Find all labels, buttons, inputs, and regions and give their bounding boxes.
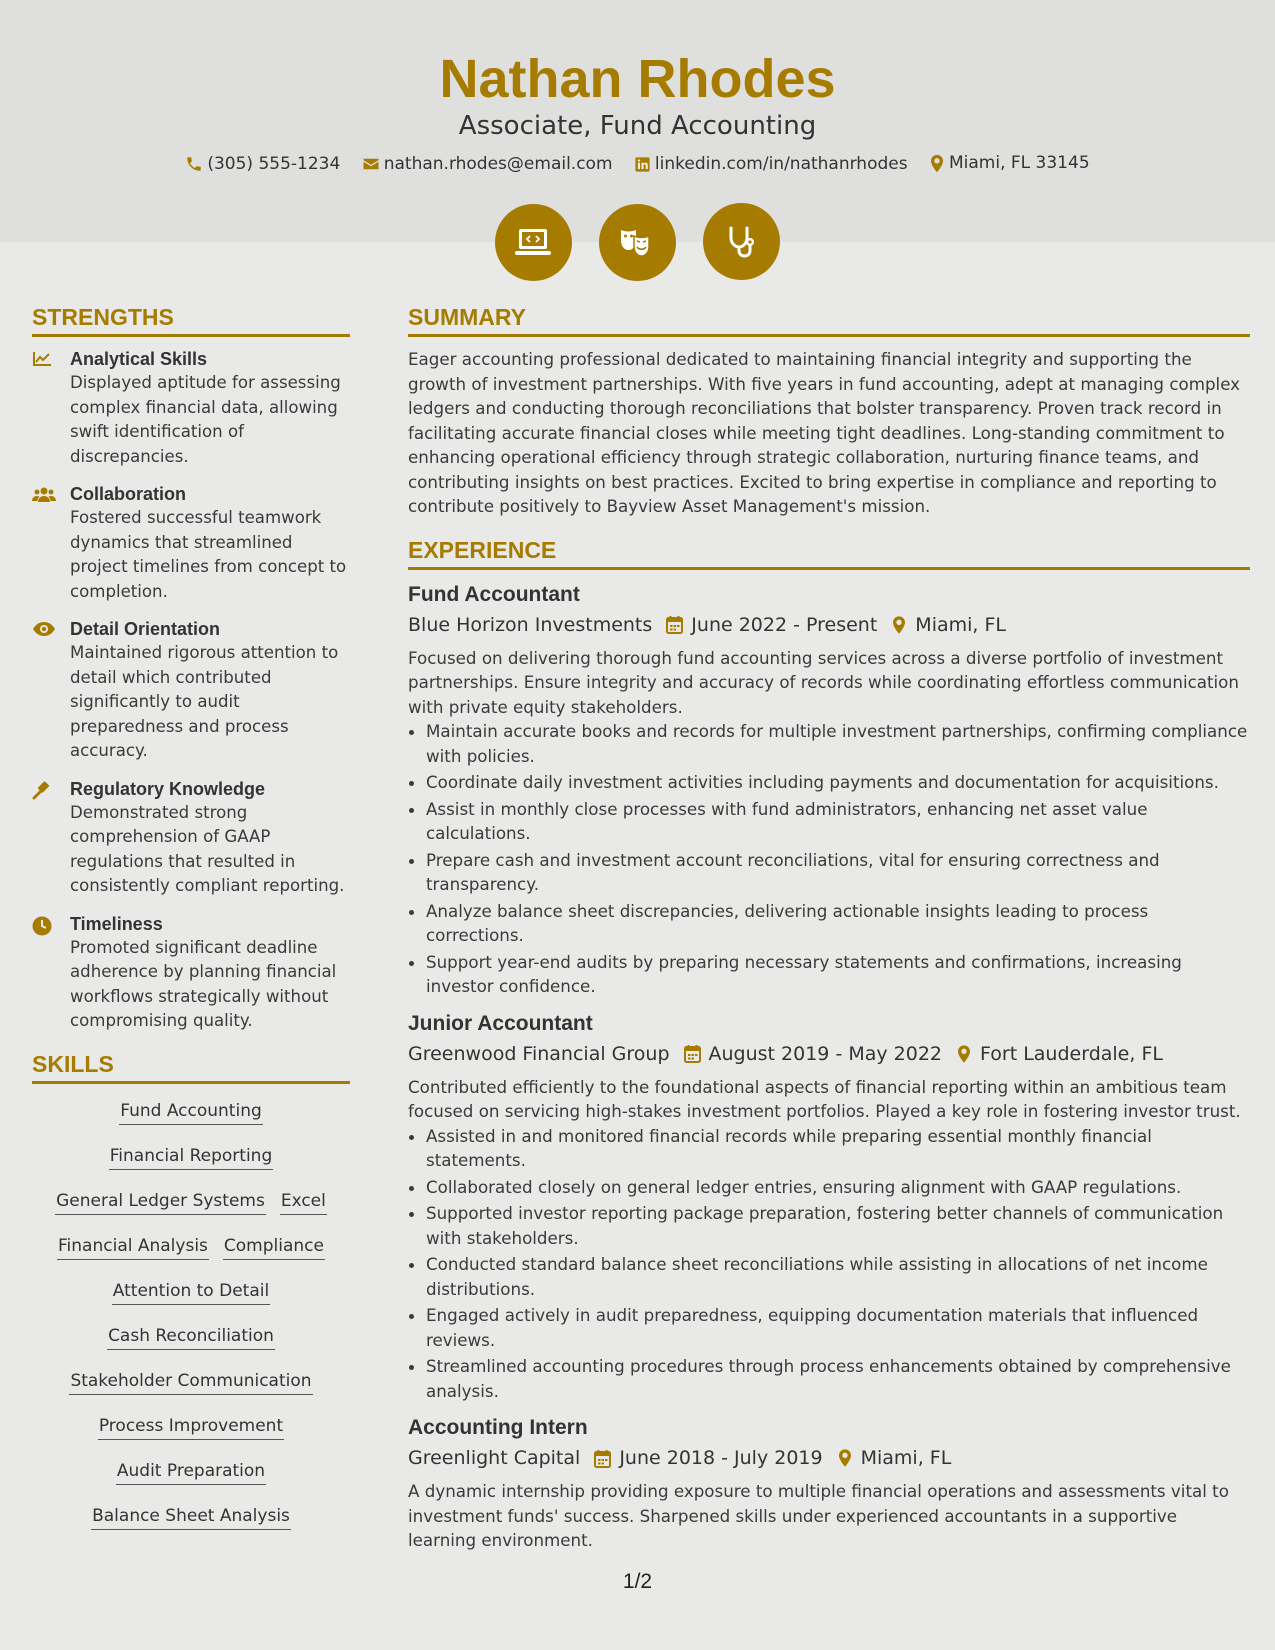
job-meta — [408, 1443, 1250, 1473]
calendar-icon — [594, 1449, 611, 1468]
users-icon — [32, 486, 56, 504]
strength-item — [32, 347, 350, 469]
strength-text: Demonstrated strong comprehension of GAAP regulations that resulted in consistently compliant reporting. — [70, 802, 345, 895]
job-bullet: • Supported investor reporting package preparation, fostering better channels of communication with stakeholders. — [426, 1201, 1250, 1250]
job-dates: August 2019 - May 2022 — [708, 1042, 943, 1065]
right-column — [408, 300, 1250, 1563]
strength-text: Maintained rigorous attention to detail which contributed significantly to audit preparedness and process accuracy. — [70, 643, 339, 760]
job-dates: June 2022 - Present — [691, 613, 878, 636]
strength-text: Promoted significant deadline adherence by planning financial workflows strategically without compromising quality. — [70, 937, 337, 1030]
job-meta — [408, 610, 1250, 640]
job-bullet: • Assisted in and monitored financial records while preparing essential monthly financial statements. — [426, 1124, 1250, 1173]
contact-email-text: nathan.rhodes@email.com — [383, 153, 613, 174]
strength-title: Timeliness — [70, 913, 163, 934]
job-bullet: • Conducted standard balance sheet reconciliations while assisting in allocations of net income distributions. — [426, 1252, 1250, 1301]
strength-item — [32, 912, 350, 1034]
job-entry — [408, 1413, 1250, 1553]
skill-tag: Excel — [280, 1188, 327, 1215]
contact-email[interactable] — [362, 152, 613, 176]
job-bullet: • Prepare cash and investment account reconciliations, vital for ensuring correctness and transparency. — [426, 848, 1250, 897]
strength-item — [32, 617, 350, 764]
summary-text: Eager accounting professional dedicated to maintaining financial integrity and supporting the growth of investment partnerships. With five years in fund accounting, adept at managing complex ledgers and conducting thorough reconciliations that bolster transparency. Proven track record in facilitating accurate financial closes while meeting tight deadlines. Long-standing commitment to enhancing operational efficiency through strategic collaboration, nurturing finance teams, and contributing insights on best practices. Excited to bring expertise in compliance and reporting to contribute positively to Bayview Asset Management's mission. — [408, 349, 1241, 516]
calendar-icon — [666, 615, 683, 634]
skill-tag: Audit Preparation — [116, 1458, 266, 1485]
left-column — [32, 300, 350, 1548]
job-bullet: • Collaborated closely on general ledger entries, ensuring alignment with GAAP regulations. — [426, 1175, 1250, 1200]
skill-tag: General Ledger Systems — [55, 1188, 266, 1215]
job-meta — [408, 1039, 1250, 1069]
calendar-icon — [684, 1044, 701, 1063]
phone-icon — [185, 155, 203, 173]
job-bullet: • Coordinate daily investment activities including payments and documentation for acquisitions. — [426, 770, 1250, 795]
contact-phone[interactable] — [185, 152, 340, 176]
contact-bar — [0, 151, 1275, 180]
job-title: Junior Accountant — [408, 1011, 593, 1035]
strength-item — [32, 777, 350, 899]
gavel-icon — [32, 781, 52, 801]
job-bullet: • Analyze balance sheet discrepancies, delivering actionable insights leading to process corrections. — [426, 899, 1250, 948]
job-bullets — [408, 1124, 1250, 1404]
skills-heading: SKILLS — [32, 1047, 350, 1084]
skill-tag: Cash Reconciliation — [107, 1323, 275, 1350]
strengths-heading: STRENGTHS — [32, 300, 350, 337]
job-bullet: • Assist in monthly close processes with fund administrators, enhancing net asset value calculations. — [426, 797, 1250, 846]
job-company: Greenlight Capital — [408, 1447, 581, 1469]
linkedin-icon — [634, 156, 651, 173]
location-icon — [891, 615, 907, 635]
job-bullets — [408, 719, 1250, 999]
skill-tag: Balance Sheet Analysis — [91, 1503, 291, 1530]
strength-title: Regulatory Knowledge — [70, 778, 266, 799]
contact-linkedin-text: linkedin.com/in/nathanrhodes — [654, 154, 908, 174]
eye-icon — [32, 621, 56, 637]
job-description: A dynamic internship providing exposure to multiple financial operations and assessments vital to investment funds' success. Sharpened skills under experienced accountants in a supportive learning environment. — [408, 1481, 1229, 1550]
strength-title: Analytical Skills — [70, 349, 208, 369]
contact-phone-text: (305) 555-1234 — [207, 153, 341, 174]
skill-tag: Process Improvement — [98, 1413, 284, 1440]
skills-list — [32, 1094, 350, 1548]
strength-title: Collaboration — [70, 484, 186, 504]
badge-row — [0, 203, 1275, 281]
email-icon — [362, 155, 380, 173]
job-bullet: • Support year-end audits by preparing necessary statements and confirmations, increasing investor confidence. — [426, 950, 1250, 999]
contact-location — [929, 151, 1090, 175]
strength-title: Detail Orientation — [70, 619, 221, 639]
skill-tag: Financial Reporting — [109, 1143, 274, 1170]
job-bullet: • Maintain accurate books and records for multiple investment partnerships, confirming compliance with policies. — [426, 719, 1250, 768]
summary-heading: SUMMARY — [408, 300, 1250, 337]
strength-text: Fostered successful teamwork dynamics that streamlined project timelines from concept to completion. — [70, 508, 347, 601]
job-company: Blue Horizon Investments — [408, 613, 653, 636]
skill-tag: Compliance — [223, 1233, 325, 1260]
job-bullet: • Engaged actively in audit preparedness, equipping documentation materials that influenced reviews. — [426, 1303, 1250, 1352]
location-icon — [956, 1044, 972, 1064]
contact-location-text: Miami, FL 33145 — [949, 153, 1090, 173]
candidate-title: Associate, Fund Accounting — [458, 111, 817, 141]
location-icon — [837, 1448, 853, 1468]
job-title: Fund Accountant — [408, 582, 580, 606]
contact-linkedin[interactable] — [634, 152, 908, 176]
stethoscope-icon — [724, 224, 760, 260]
location-icon — [929, 154, 945, 173]
job-location: Fort Lauderdale, FL — [980, 1042, 1163, 1065]
job-description: Focused on delivering thorough fund accounting services across a diverse portfolio of investment partnerships. Ensure integrity and accuracy of records while coordinating effortless communication with private equity stakeholders. — [408, 647, 1239, 717]
job-description: Contributed efficiently to the foundational aspects of financial reporting within an ambitious team focused on servicing high-stakes investment portfolios. Played a key role in fostering investor trust. — [408, 1076, 1241, 1121]
theater-masks-icon — [618, 226, 658, 260]
candidate-name: Nathan Rhodes — [439, 49, 836, 109]
job-entry — [408, 580, 1250, 999]
badge-stethoscope — [703, 203, 780, 280]
skill-tag: Financial Analysis — [57, 1233, 209, 1260]
badge-laptop — [495, 204, 572, 281]
experience-heading: EXPERIENCE — [408, 533, 1250, 570]
job-dates: June 2018 - July 2019 — [619, 1447, 823, 1469]
strength-text: Displayed aptitude for assessing complex financial data, allowing swift identification of discrepancies. — [70, 373, 341, 466]
skill-tag: Attention to Detail — [112, 1278, 270, 1305]
skill-tag: Stakeholder Communication — [69, 1368, 312, 1395]
strength-item — [32, 482, 350, 604]
laptop-code-icon — [513, 226, 553, 260]
clock-icon — [32, 916, 52, 936]
job-location: Miami, FL — [915, 613, 1006, 636]
skill-tag: Fund Accounting — [119, 1098, 263, 1125]
badge-masks — [599, 204, 676, 281]
page-number: 1/2 — [622, 1570, 653, 1593]
job-location: Miami, FL — [860, 1447, 952, 1469]
job-entry — [408, 1009, 1250, 1404]
job-bullet: • Streamlined accounting procedures through process enhancements obtained by comprehensive analysis. — [426, 1354, 1250, 1403]
job-company: Greenwood Financial Group — [408, 1042, 670, 1065]
chart-line-icon — [32, 351, 52, 367]
job-title: Accounting Intern — [408, 1416, 588, 1439]
